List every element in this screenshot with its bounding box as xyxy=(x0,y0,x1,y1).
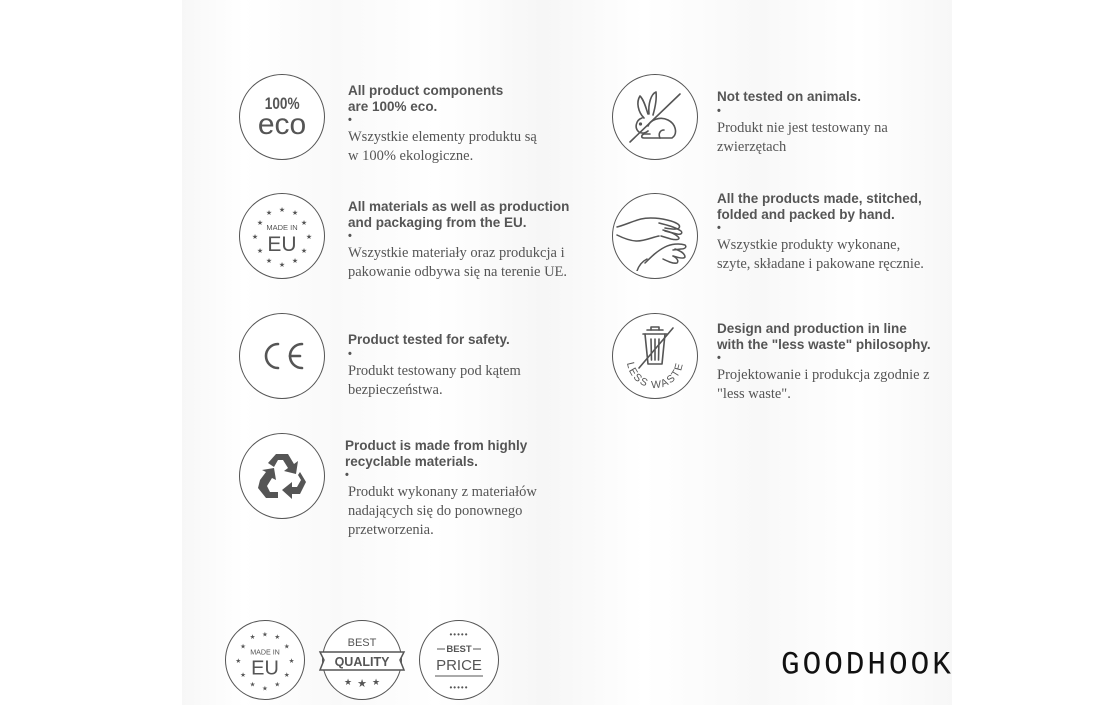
feature-ce-description: Produkt testowany pod kątem bezpieczeństwa. xyxy=(348,362,521,398)
svg-text:★: ★ xyxy=(251,234,259,241)
feature-waste-description: Projektowanie i produkcja zgodnie z "less waste". xyxy=(717,367,930,402)
rabbit-icon xyxy=(612,74,698,160)
eco-icon xyxy=(239,74,325,160)
svg-text:★: ★ xyxy=(265,258,273,265)
svg-text:★: ★ xyxy=(274,681,281,689)
badge-eu-label: EU xyxy=(251,657,279,680)
less-waste-icon xyxy=(612,313,698,399)
bullet: • xyxy=(717,104,721,117)
hands-icon xyxy=(612,193,698,279)
svg-text:★: ★ xyxy=(249,681,256,689)
badge-quality-label: QUALITY xyxy=(334,655,390,669)
badge-made-in-label: MADE IN xyxy=(250,648,280,657)
svg-text:•••••: ••••• xyxy=(449,630,469,639)
feature-animals-title: Not tested on animals. xyxy=(717,89,862,104)
bullet: • xyxy=(348,347,352,360)
svg-text:★: ★ xyxy=(357,678,367,690)
svg-text:★: ★ xyxy=(283,643,290,651)
bullet: • xyxy=(717,222,721,234)
feature-waste-title: Design and production in line with the "less waste" philosophy. xyxy=(717,321,931,352)
bullet: • xyxy=(717,352,721,364)
made-in-eu-icon xyxy=(239,193,325,279)
made-in-eu-badge-icon xyxy=(225,620,305,700)
svg-text:★: ★ xyxy=(278,262,286,269)
badge-best-label: BEST xyxy=(347,637,377,649)
feature-eu-description: Wszystkie materiały oraz produkcja i pakowanie odbywa się na terenie UE. xyxy=(348,245,568,280)
ce-mark-icon xyxy=(239,313,325,399)
eu-label: EU xyxy=(267,233,297,256)
bullet: • xyxy=(348,114,352,126)
brand-logo: GOODHOOK xyxy=(781,647,954,684)
svg-text:LESS WASTE xyxy=(624,361,686,392)
badge-price-label: PRICE xyxy=(436,657,482,674)
svg-text:★: ★ xyxy=(291,258,299,265)
svg-text:★: ★ xyxy=(278,207,286,214)
feature-eu-text xyxy=(348,199,598,282)
svg-text:★: ★ xyxy=(240,643,247,651)
feature-eco-text xyxy=(348,83,593,166)
feature-hand-text xyxy=(717,191,962,274)
feature-recycle-description: Produkt wykonany z materiałów nadających się do ponownego przetworzenia. xyxy=(348,484,537,538)
feature-eco-title: All product components are 100% eco. xyxy=(348,83,504,114)
recycle-icon xyxy=(239,433,325,519)
feature-recycle-text xyxy=(345,438,590,540)
svg-text:★: ★ xyxy=(343,677,353,687)
best-quality-badge-icon xyxy=(322,620,402,700)
svg-text:★: ★ xyxy=(283,672,290,680)
svg-text:★: ★ xyxy=(256,220,264,227)
svg-text:★: ★ xyxy=(305,234,313,241)
feature-eu-title: All materials as well as production and packaging from the EU. xyxy=(348,199,570,230)
feature-hand-title: All the products made, stitched, folded and packed by hand. xyxy=(717,191,922,222)
feature-ce-text xyxy=(348,332,593,400)
best-price-badge-icon xyxy=(419,620,499,700)
feature-animals-description: Produkt nie jest testowany na zwierzętach xyxy=(717,119,888,155)
less-waste-label: LESS WASTE xyxy=(624,360,687,392)
svg-text:★: ★ xyxy=(262,631,268,639)
eco-icon-percent: 100% xyxy=(264,93,300,113)
svg-text:•••••: ••••• xyxy=(449,683,469,692)
badge-best-price-top-label: BEST xyxy=(446,644,472,655)
feature-eco-description: Wszystkie elementy produktu są w 100% ekologiczne. xyxy=(348,129,537,164)
svg-text:★: ★ xyxy=(291,210,299,217)
svg-text:★: ★ xyxy=(265,210,273,217)
svg-text:★: ★ xyxy=(300,248,308,255)
feature-animals-text xyxy=(717,89,952,157)
svg-text:★: ★ xyxy=(274,634,281,642)
svg-text:★: ★ xyxy=(262,685,268,693)
svg-text:★: ★ xyxy=(288,657,295,665)
made-in-label: MADE IN xyxy=(266,223,298,232)
feature-waste-text xyxy=(717,321,967,404)
svg-text:★: ★ xyxy=(371,677,381,687)
eco-icon-word: eco xyxy=(257,107,307,141)
svg-text:★: ★ xyxy=(249,634,256,642)
feature-ce-title: Product tested for safety. xyxy=(348,332,510,347)
svg-text:★: ★ xyxy=(300,220,308,227)
bullet: • xyxy=(348,230,352,242)
svg-text:★: ★ xyxy=(235,657,242,665)
svg-text:★: ★ xyxy=(256,248,264,255)
feature-hand-description: Wszystkie produkty wykonane, szyte, składane i pakowane ręcznie. xyxy=(717,237,924,272)
feature-recycle-title: Product is made from highly recyclable materials. xyxy=(345,438,528,469)
svg-text:★: ★ xyxy=(240,672,247,680)
bullet: • xyxy=(345,469,349,481)
